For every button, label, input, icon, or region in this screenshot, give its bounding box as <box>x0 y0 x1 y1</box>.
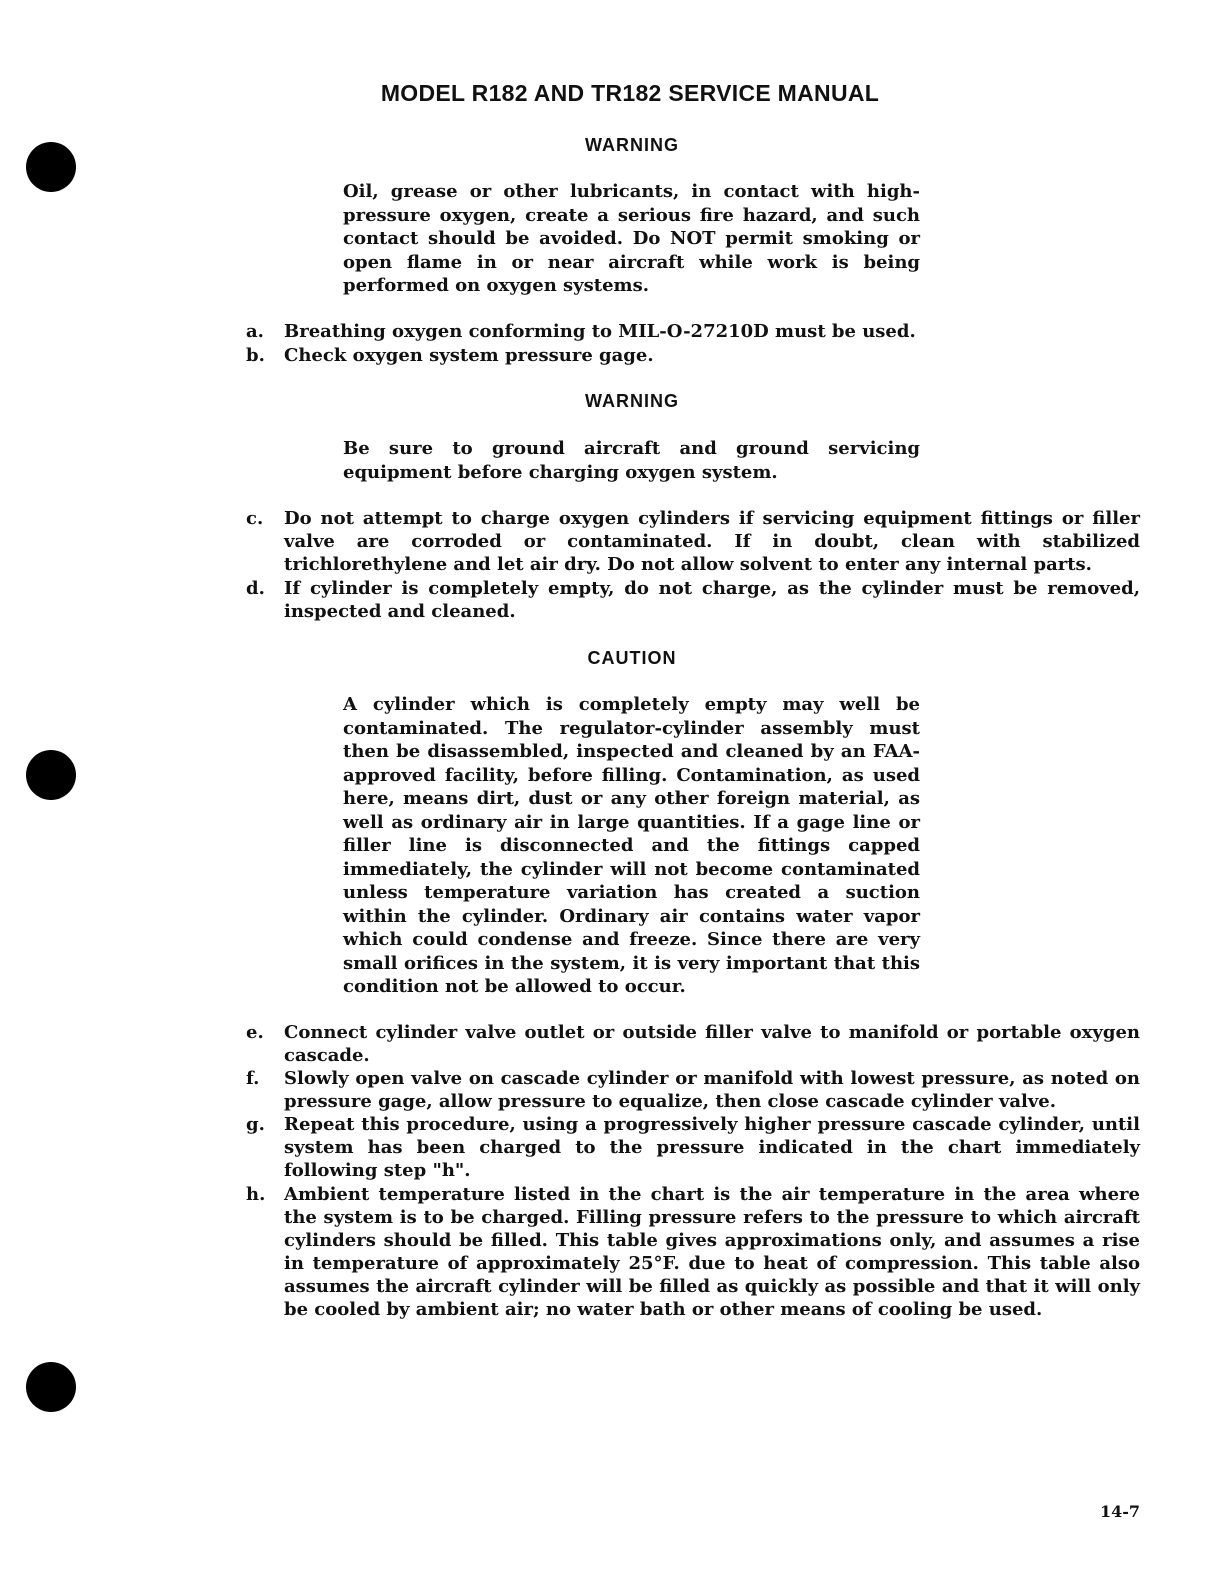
caution-heading: CAUTION <box>587 648 677 668</box>
step-b <box>246 344 1140 367</box>
step-c <box>246 507 1140 576</box>
page-number: 14-7 <box>1099 1502 1140 1521</box>
step-letter: a. <box>246 321 264 342</box>
warning-heading-1: WARNING <box>585 135 679 155</box>
warning-heading-2: WARNING <box>585 391 679 411</box>
step-text: Repeat this procedure, using a progressively higher pressure cascade cylinder, until system has been charged to the pressure indicated in the chart immediately following step "h". <box>284 1114 1140 1181</box>
step-text: Connect cylinder valve outlet or outside filler valve to manifold or portable oxygen cascade. <box>284 1022 1140 1066</box>
warning-text-2: Be sure to ground aircraft and ground servicing equipment before charging oxygen system. <box>343 438 920 483</box>
step-d <box>246 577 1140 623</box>
step-text: Ambient temperature listed in the chart is the air temperature in the area where the system is to be charged. Filling pressure refers to the pressure to which aircraft cylinders should be filled. This table gives approximations only, and assumes a rise in temperature of approximately 25°F. due to heat of compression. This table also assumes the aircraft cylinder will be filled as quickly as possible and that it will only be cooled by ambient air; no water bath or other means of cooling be used. <box>284 1184 1140 1320</box>
step-letter: c. <box>246 508 264 529</box>
caution-text: A cylinder which is completely empty may well be contaminated. The regulator-cylinder assembly must then be disassembled, inspected and cleaned by an FAA-approved facility, before filling. Contamination, as used here, means dirt, dust or any other foreign material, as well as ordinary air in large quantities. If a gage line or filler line is disconnected and the fittings capped immediately, the cylinder will not become contaminated unless temperature variation has created a suction within the cylinder. Ordinary air contains water vapor which could condense and freeze. Since there are very small orifices in the system, it is very important that this condition not be allowed to occur. <box>343 694 920 997</box>
step-letter: d. <box>246 578 265 599</box>
step-g <box>246 1113 1140 1182</box>
warning-text-1: Oil, grease or other lubricants, in contact with high-pressure oxygen, create a serious fire hazard, and such contact should be avoided. Do NOT permit smoking or open flame in or near aircraft while work is being performed on oxygen systems. <box>343 181 920 296</box>
step-f <box>246 1067 1140 1113</box>
step-text: Check oxygen system pressure gage. <box>284 345 654 366</box>
page-title: MODEL R182 AND TR182 SERVICE MANUAL <box>380 80 880 106</box>
step-text: Breathing oxygen conforming to MIL-O-27210D must be used. <box>284 321 916 342</box>
binder-hole-bottom <box>26 1362 76 1412</box>
step-a <box>246 320 1140 343</box>
step-letter: b. <box>246 345 265 366</box>
binder-hole-middle <box>26 750 76 800</box>
step-letter: h. <box>246 1184 266 1205</box>
step-h <box>246 1183 1140 1321</box>
step-letter: f. <box>246 1068 260 1089</box>
step-letter: g. <box>246 1114 265 1135</box>
step-text: Slowly open valve on cascade cylinder or manifold with lowest pressure, as noted on pressure gage, allow pressure to equalize, then close cascade cylinder valve. <box>284 1068 1140 1112</box>
step-text: If cylinder is completely empty, do not charge, as the cylinder must be removed, inspected and cleaned. <box>284 578 1140 622</box>
step-text: Do not attempt to charge oxygen cylinders if servicing equipment fittings or filler valve are corroded or contaminated. If in doubt, clean with stabilized trichlorethylene and let air dry. Do not allow solvent to enter any internal parts. <box>284 508 1140 575</box>
step-e <box>246 1021 1140 1067</box>
step-letter: e. <box>246 1022 264 1043</box>
